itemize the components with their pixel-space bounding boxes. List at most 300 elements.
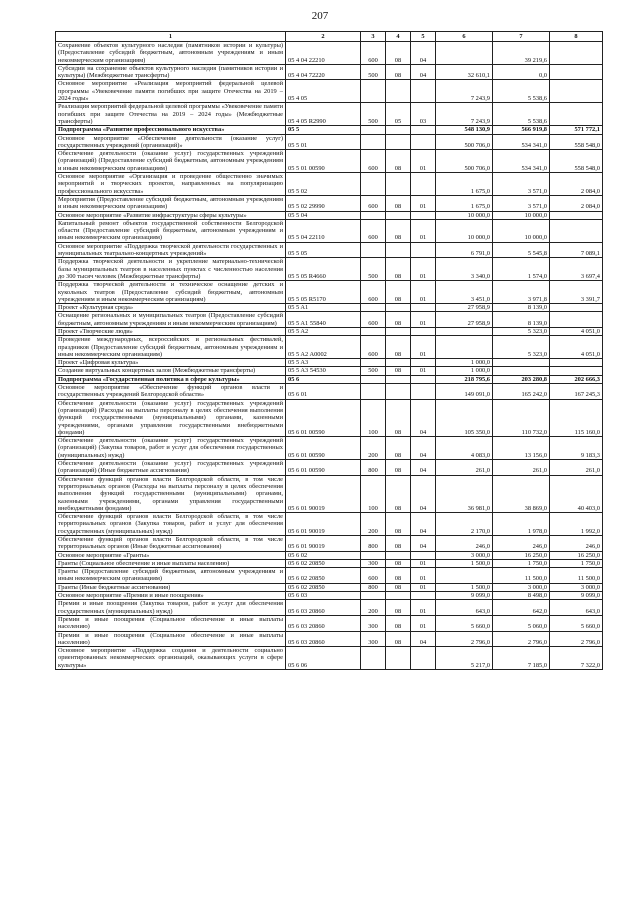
row-section: 08 [386,312,411,328]
row-value-3: 202 666,3 [550,375,603,383]
row-subsection: 01 [411,600,436,616]
table-row [56,195,603,211]
row-code: 05 6 02 20850 [286,559,361,567]
row-name: Обеспечение функций органов власти Белгородской области, в том числе территориальных органов (Закупка товаров, работ и услуг для обеспечения государственных (муниципальных) нужд) [56,513,286,536]
row-code: 05 4 04 22210 [286,42,361,65]
table-row [56,583,603,591]
row-value-2: 1 978,0 [493,513,550,536]
row-name: Подпрограмма «Развитие профессионального искусства» [56,126,286,134]
row-subsection [411,126,436,134]
row-expense-type [361,327,386,335]
row-value-2: 13 156,0 [493,437,550,460]
row-section [386,551,411,559]
row-value-2: 3 000,0 [493,583,550,591]
row-section: 08 [386,631,411,647]
row-value-3: 7 089,1 [550,242,603,258]
row-expense-type: 200 [361,437,386,460]
row-value-3 [550,304,603,312]
row-code: 05 5 04 [286,211,361,219]
header-cell: 4 [386,32,411,42]
row-value-3: 571 772,1 [550,126,603,134]
row-subsection [411,173,436,196]
row-expense-type: 600 [361,336,386,359]
row-name: Гранты (Социальное обеспечение и иные выплаты населению) [56,559,286,567]
row-section: 08 [386,460,411,476]
row-value-2: 5 545,8 [493,242,550,258]
row-value-2: 203 280,8 [493,375,550,383]
row-subsection: 01 [411,281,436,304]
table-row [56,559,603,567]
row-subsection: 01 [411,195,436,211]
page-number: 207 [311,10,329,22]
header-cell: 6 [436,32,493,42]
row-expense-type: 100 [361,399,386,436]
row-code: 05 5 05 R5170 [286,281,361,304]
row-name: Проект «Культурная среда» [56,304,286,312]
row-value-1 [436,336,493,359]
row-subsection: 01 [411,336,436,359]
row-subsection [411,647,436,670]
row-value-1: 7 243,9 [436,103,493,126]
row-code: 05 5 05 [286,242,361,258]
row-value-1: 3 451,0 [436,281,493,304]
row-expense-type [361,375,386,383]
row-code: 05 6 03 20860 [286,615,361,631]
row-code: 05 6 01 00590 [286,460,361,476]
row-code: 05 5 A2 A0002 [286,336,361,359]
row-section: 08 [386,437,411,460]
row-value-1: 32 610,1 [436,64,493,80]
row-section [386,647,411,670]
row-value-2: 1 750,0 [493,559,550,567]
row-value-1: 1 000,0 [436,367,493,375]
row-section [386,134,411,150]
row-subsection: 01 [411,559,436,567]
row-name: Основное мероприятие «Обеспечение деятельности (оказание услуг) государственных учреждений (организаций)» [56,134,286,150]
row-subsection: 01 [411,312,436,328]
row-expense-type [361,211,386,219]
row-subsection: 04 [411,399,436,436]
row-value-2: 534 341,0 [493,150,550,173]
row-section: 08 [386,367,411,375]
row-expense-type: 300 [361,631,386,647]
row-subsection [411,327,436,335]
row-value-3: 4 051,0 [550,336,603,359]
row-code: 05 5 A3 54530 [286,367,361,375]
row-section: 08 [386,583,411,591]
row-code: 05 5 01 00590 [286,150,361,173]
table-row [56,312,603,328]
row-expense-type [361,242,386,258]
row-subsection [411,592,436,600]
row-subsection: 04 [411,42,436,65]
row-subsection: 04 [411,64,436,80]
row-code: 05 5 A2 [286,327,361,335]
row-section: 08 [386,559,411,567]
row-value-3: 246,0 [550,536,603,552]
row-subsection: 03 [411,103,436,126]
row-section [386,375,411,383]
row-subsection: 04 [411,513,436,536]
row-expense-type: 300 [361,615,386,631]
row-expense-type [361,359,386,367]
row-code: 05 5 A1 55840 [286,312,361,328]
budget-table [55,31,603,670]
row-subsection: 01 [411,219,436,242]
row-name: Создание виртуальных концертных залов (Межбюджетные трансферты) [56,367,286,375]
row-value-2: 165 242,0 [493,384,550,400]
row-expense-type [361,173,386,196]
row-expense-type: 100 [361,475,386,512]
row-value-3: 40 403,0 [550,475,603,512]
row-value-1: 218 795,6 [436,375,493,383]
row-value-1: 5 660,0 [436,615,493,631]
row-code: 05 6 06 [286,647,361,670]
row-value-3: 558 548,0 [550,150,603,173]
header-cell: 1 [56,32,286,42]
row-subsection: 01 [411,615,436,631]
table-row [56,242,603,258]
table-row [56,126,603,134]
table-row [56,513,603,536]
row-expense-type: 600 [361,195,386,211]
row-value-2: 566 919,8 [493,126,550,134]
row-section [386,592,411,600]
table-row [56,592,603,600]
table-row [56,64,603,80]
row-value-1: 10 000,0 [436,219,493,242]
table-row [56,173,603,196]
row-value-1: 27 958,9 [436,304,493,312]
row-value-3: 5 660,0 [550,615,603,631]
row-name: Гранты (Предоставление субсидий бюджетным, автономным учреждениям и иным некоммерческим организациям) [56,568,286,584]
row-value-3 [550,367,603,375]
row-value-1: 4 083,0 [436,437,493,460]
row-value-2: 5 323,0 [493,327,550,335]
row-name: Обеспечение деятельности (оказание услуг) государственных учреждений (организаций) (Иные бюджетные ассигнования) [56,460,286,476]
row-expense-type [361,126,386,134]
row-value-1: 2 796,0 [436,631,493,647]
row-value-2: 246,0 [493,536,550,552]
row-expense-type: 300 [361,559,386,567]
row-name: Мероприятия (Предоставление субсидий бюджетным, автономным учреждениям и иным некоммерческим организациям) [56,195,286,211]
row-value-1: 1 675,0 [436,173,493,196]
row-value-2: 5 323,0 [493,336,550,359]
table-row [56,536,603,552]
row-value-3 [550,42,603,65]
table-row [56,384,603,400]
row-value-2: 5 538,6 [493,103,550,126]
row-code: 05 5 05 R4660 [286,258,361,281]
row-value-2: 5 538,6 [493,80,550,103]
row-expense-type: 600 [361,42,386,65]
row-value-2: 8 498,0 [493,592,550,600]
row-value-3: 3 391,7 [550,281,603,304]
table-row [56,647,603,670]
header-cell: 3 [361,32,386,42]
row-value-3: 11 500,0 [550,568,603,584]
row-subsection: 01 [411,367,436,375]
table-row [56,150,603,173]
row-name: Основное мероприятие «Поддержка творческой деятельности государственных и муниципальных театрально-концертных учреждений» [56,242,286,258]
row-code: 05 5 04 22110 [286,219,361,242]
row-expense-type: 600 [361,219,386,242]
row-expense-type: 600 [361,150,386,173]
row-expense-type [361,592,386,600]
row-code: 05 6 [286,375,361,383]
row-subsection: 04 [411,536,436,552]
row-name: Оснащение региональных и муниципальных театров (Предоставление субсидий бюджетным, автономным учреждениям и иным некоммерческим организациям) [56,312,286,328]
row-expense-type [361,304,386,312]
row-value-2: 10 000,0 [493,219,550,242]
row-value-1: 246,0 [436,536,493,552]
row-section: 05 [386,103,411,126]
row-value-2: 8 139,0 [493,312,550,328]
row-value-2: 5 060,0 [493,615,550,631]
row-name: Обеспечение деятельности (оказание услуг) государственных учреждений (организаций) (Расходы на выплаты персоналу в целях обеспечения выполнения функций государственными (муниципальными) органами, казенными учреждениями, органами управления государственными внебюджетными фондами) [56,399,286,436]
row-section: 08 [386,513,411,536]
row-subsection: 04 [411,437,436,460]
row-value-2: 1 574,0 [493,258,550,281]
row-section: 08 [386,281,411,304]
row-subsection [411,551,436,559]
table-row [56,475,603,512]
row-section [386,327,411,335]
header-cell: 7 [493,32,550,42]
row-value-2 [493,359,550,367]
row-value-3: 558 548,0 [550,134,603,150]
row-expense-type: 500 [361,258,386,281]
row-value-1: 500 706,0 [436,134,493,150]
row-value-3: 2 084,0 [550,195,603,211]
table-row [56,437,603,460]
table-row [56,336,603,359]
row-value-3 [550,219,603,242]
row-name: Обеспечение функций органов власти Белгородской области, в том числе территориальных органов (Расходы на выплаты персоналу в целях обеспечения выполнения функций государственными (муниципальными) органами, казенными учреждениями, органами управления государственными внебюджетными фондами) [56,475,286,512]
row-value-2: 3 571,0 [493,173,550,196]
table-header-row [56,32,603,42]
row-value-3 [550,312,603,328]
row-value-2: 7 185,0 [493,647,550,670]
row-section: 08 [386,258,411,281]
row-section: 08 [386,219,411,242]
row-expense-type: 200 [361,513,386,536]
row-subsection: 04 [411,460,436,476]
row-value-3: 261,0 [550,460,603,476]
row-name: Поддержка творческой деятельности и укрепление материально-технической базы муниципальных театров в населенных пунктах с численностью населения до 300 тысяч человек (Межбюджетные трансферты) [56,258,286,281]
row-expense-type: 600 [361,312,386,328]
row-value-2: 3 971,8 [493,281,550,304]
row-value-1: 500 706,0 [436,150,493,173]
header-cell: 2 [286,32,361,42]
row-value-2: 0,0 [493,64,550,80]
row-section: 08 [386,615,411,631]
table-row [56,460,603,476]
table-row [56,615,603,631]
row-value-1: 9 099,0 [436,592,493,600]
table-row [56,103,603,126]
row-name: Основное мероприятие «Реализация мероприятий федеральной целевой программы «Увековечение памяти погибших при защите Отечества на 2019 – 2024 годы» [56,80,286,103]
table-row [56,258,603,281]
row-section: 08 [386,399,411,436]
row-subsection: 01 [411,568,436,584]
row-value-3: 16 250,0 [550,551,603,559]
row-value-1: 105 350,0 [436,399,493,436]
row-section [386,304,411,312]
row-name: Основное мероприятие «Премии и иные поощрения» [56,592,286,600]
row-subsection: 04 [411,631,436,647]
row-name: Основное мероприятие «Развитие инфраструктуры сферы культуры» [56,211,286,219]
row-code: 05 5 A1 [286,304,361,312]
row-value-1: 548 130,9 [436,126,493,134]
row-subsection [411,134,436,150]
table-row [56,367,603,375]
row-code: 05 5 A3 [286,359,361,367]
row-value-3: 643,0 [550,600,603,616]
row-value-1: 3 000,0 [436,551,493,559]
row-name: Премии и иные поощрения (Социальное обеспечение и иные выплаты населению) [56,631,286,647]
table-row [56,327,603,335]
row-name: Обеспечение деятельности (оказание услуг) государственных учреждений (организаций) (Закупка товаров, работ и услуг для обеспечения государственных (муниципальных) нужд) [56,437,286,460]
row-value-3 [550,359,603,367]
row-code: 05 6 01 00590 [286,399,361,436]
row-value-1: 1 000,0 [436,359,493,367]
table-row [56,134,603,150]
row-value-3: 4 051,0 [550,327,603,335]
row-code: 05 4 05 [286,80,361,103]
row-code: 05 6 01 90019 [286,475,361,512]
row-section [386,126,411,134]
row-subsection: 04 [411,475,436,512]
row-code: 05 5 [286,126,361,134]
row-value-1: 1 500,0 [436,559,493,567]
row-code: 05 6 03 20860 [286,631,361,647]
row-name: Обеспечение деятельности (оказание услуг) государственных учреждений (организаций) (Предоставление субсидий бюджетным, автономным учреждениям и иным некоммерческим организациям) [56,150,286,173]
header-cell: 8 [550,32,603,42]
row-expense-type: 800 [361,460,386,476]
row-expense-type: 500 [361,367,386,375]
row-subsection [411,375,436,383]
row-value-1: 5 217,0 [436,647,493,670]
row-code: 05 6 01 90019 [286,513,361,536]
row-subsection: 01 [411,150,436,173]
row-subsection [411,359,436,367]
row-value-1: 10 000,0 [436,211,493,219]
table-row [56,211,603,219]
row-name: Проведение международных, всероссийских и региональных фестивалей, праздников (Предоставление субсидий бюджетным, автономным учреждениям и иным некоммерческим организациям) [56,336,286,359]
row-name: Обеспечение функций органов власти Белгородской области, в том числе территориальных органов (Иные бюджетные ассигнования) [56,536,286,552]
row-value-3: 9 099,0 [550,592,603,600]
row-value-2: 110 732,0 [493,399,550,436]
row-value-3: 2 796,0 [550,631,603,647]
row-value-3: 1 750,0 [550,559,603,567]
row-value-3: 1 992,0 [550,513,603,536]
row-value-1: 6 791,0 [436,242,493,258]
row-value-1: 149 091,0 [436,384,493,400]
row-value-3 [550,64,603,80]
row-expense-type: 500 [361,103,386,126]
row-code: 05 5 02 [286,173,361,196]
row-expense-type: 800 [361,583,386,591]
row-expense-type: 600 [361,568,386,584]
row-code: 05 6 03 [286,592,361,600]
row-value-2: 11 500,0 [493,568,550,584]
row-section: 08 [386,600,411,616]
row-value-3: 3 697,4 [550,258,603,281]
row-expense-type [361,80,386,103]
row-value-2: 39 219,6 [493,42,550,65]
row-value-1: 1 675,0 [436,195,493,211]
row-value-2: 16 250,0 [493,551,550,559]
row-value-3 [550,103,603,126]
row-expense-type [361,134,386,150]
table-row [56,568,603,584]
row-value-3: 2 084,0 [550,173,603,196]
row-section [386,242,411,258]
row-section: 08 [386,568,411,584]
row-section: 08 [386,150,411,173]
row-value-3 [550,211,603,219]
row-value-2: 534 341,0 [493,134,550,150]
row-value-1: 643,0 [436,600,493,616]
row-expense-type: 500 [361,64,386,80]
row-code: 05 6 02 [286,551,361,559]
row-subsection [411,211,436,219]
row-name: Реализация мероприятий федеральной целевой программы «Увековечение памяти погибших при защите Отечества на 2019 – 2024 годы» (Межбюджетные трансферты) [56,103,286,126]
row-name: Капитальный ремонт объектов государственной собственности Белгородской области (Предоставление субсидий бюджетным, автономным учреждениям и иным некоммерческим организациям) [56,219,286,242]
row-code: 05 6 01 90019 [286,536,361,552]
row-code: 05 6 01 00590 [286,437,361,460]
row-section: 08 [386,64,411,80]
table-row [56,219,603,242]
row-value-1: 1 500,0 [436,583,493,591]
row-value-2: 2 796,0 [493,631,550,647]
row-value-1 [436,42,493,65]
table-row [56,551,603,559]
row-name: Премии и иные поощрения (Закупка товаров, работ и услуг для обеспечения государственных (муниципальных) нужд) [56,600,286,616]
row-code: 05 6 03 20860 [286,600,361,616]
row-value-1: 2 170,0 [436,513,493,536]
table-row [56,80,603,103]
row-expense-type: 200 [361,600,386,616]
table-row [56,359,603,367]
row-code: 05 5 01 [286,134,361,150]
row-section: 08 [386,195,411,211]
row-code: 05 6 02 20850 [286,568,361,584]
row-value-2: 38 869,0 [493,475,550,512]
row-code: 05 4 05 R2990 [286,103,361,126]
row-code: 05 6 01 [286,384,361,400]
row-section [386,173,411,196]
table-row [56,304,603,312]
row-section: 08 [386,475,411,512]
row-expense-type [361,551,386,559]
table-row [56,631,603,647]
table-row [56,42,603,65]
row-code: 05 5 02 29990 [286,195,361,211]
row-section [386,211,411,219]
row-value-1: 3 340,0 [436,258,493,281]
row-subsection [411,80,436,103]
row-value-2: 642,0 [493,600,550,616]
row-section: 08 [386,336,411,359]
row-expense-type [361,384,386,400]
row-value-3: 9 183,3 [550,437,603,460]
header-cell: 5 [411,32,436,42]
row-value-3: 115 160,0 [550,399,603,436]
row-name: Поддержка творческой деятельности и техническое оснащение детских и кукольных театров (Предоставление субсидий бюджетным, автономным учреждениям и иным некоммерческим организациям) [56,281,286,304]
row-section [386,384,411,400]
